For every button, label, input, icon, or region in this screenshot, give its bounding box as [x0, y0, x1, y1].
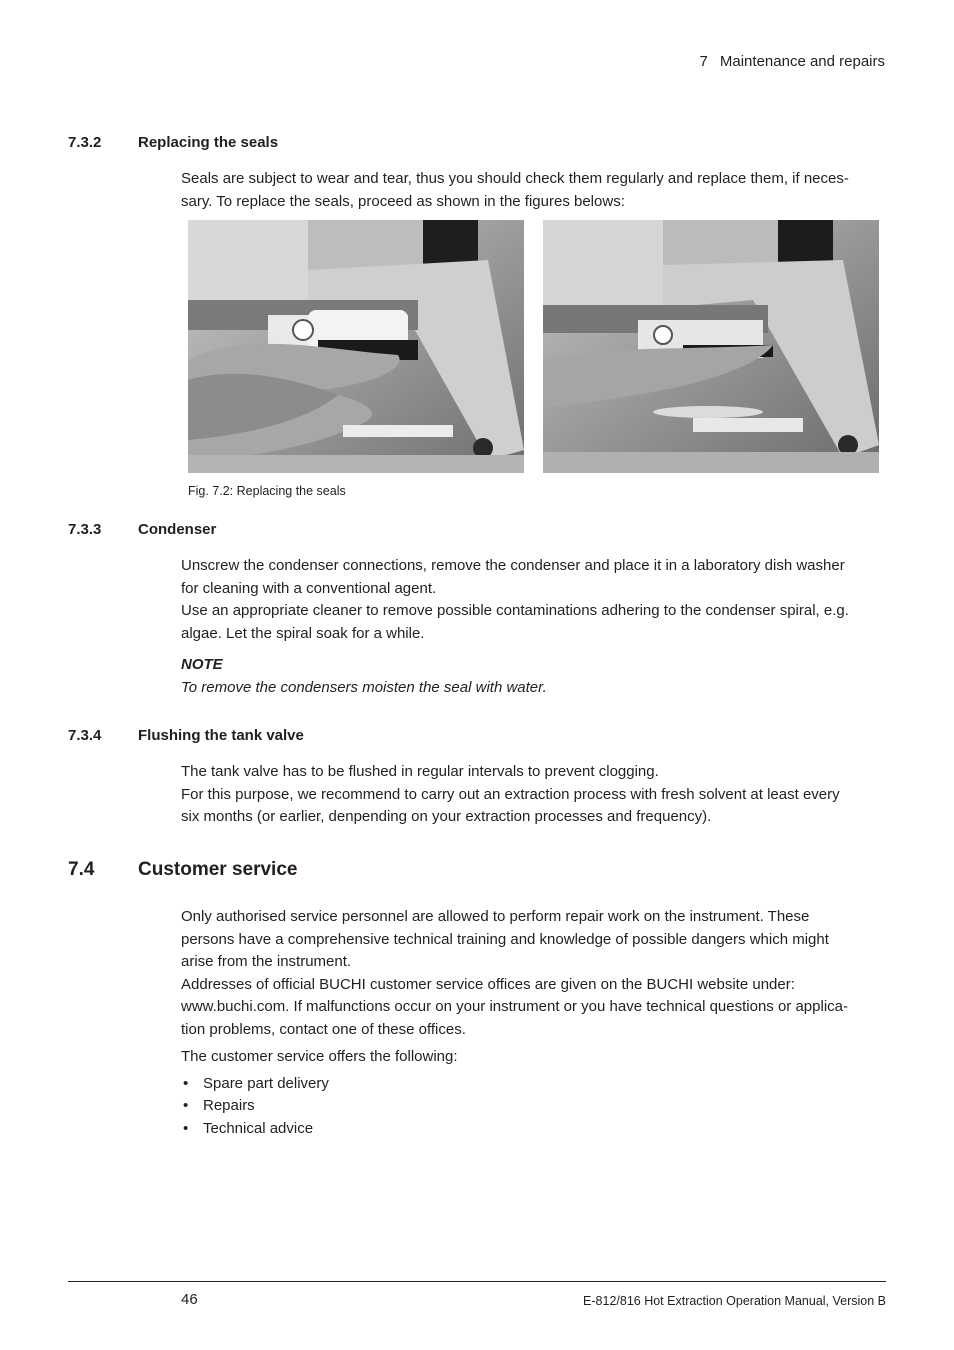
text-line: persons have a comprehensive technical training and knowledge of possible dangers which might [181, 930, 829, 948]
note-title: NOTE [181, 656, 223, 673]
heading-title: Flushing the tank valve [138, 727, 304, 744]
note-block [181, 654, 881, 699]
paragraph-condenser [181, 555, 881, 645]
heading-number: 7.3.3 [68, 521, 102, 538]
text-line: for cleaning with a conventional agent. [181, 579, 437, 597]
photo-seal-removal-2 [543, 220, 879, 473]
text-line: arise from the instrument. [181, 953, 352, 970]
list-item: • Spare part delivery [181, 1073, 881, 1095]
heading-7-3-3 [68, 521, 216, 538]
list-item: • Technical advice [181, 1118, 881, 1140]
text-line: six months (or earlier, denpending on your extraction processes and frequency). [181, 808, 712, 825]
text-line: Only authorised service personnel are allowed to perform repair work on the instrument. These [181, 908, 810, 925]
heading-7-3-2 [68, 134, 278, 151]
text-line: Seals are subject to wear and tear, thus you should check them regularly and replace them, if neces- [181, 170, 849, 187]
paragraph-seals [181, 168, 881, 213]
heading-title: Customer service [138, 859, 298, 880]
photo-seal-removal-1 [188, 220, 524, 473]
text-line: The tank valve has to be flushed in regular intervals to prevent clogging. [181, 763, 659, 780]
running-header [700, 53, 885, 70]
heading-number: 7.3.4 [68, 727, 102, 744]
text-line: Unscrew the condenser connections, remove the condenser and place it in a laboratory dish washer [181, 557, 845, 574]
text-line: www.buchi.com. If malfunctions occur on your instrument or you have technical questions or applica- [181, 998, 848, 1015]
figure-caption: Fig. 7.2: Replacing the seals [188, 484, 346, 498]
offers-list [181, 1073, 881, 1140]
chapter-number: 7 [699, 53, 708, 70]
text-line: Addresses of official BUCHI customer service offices are given on the BUCHI website under: [181, 975, 795, 993]
text-line: For this purpose, we recommend to carry out an extraction process with fresh solvent at least every [181, 785, 840, 803]
text-line: tion problems, contact one of these offices. [181, 1020, 466, 1038]
text-line: algae. Let the spiral soak for a while. [181, 624, 425, 642]
offers-intro: The customer service offers the following: [181, 1048, 458, 1065]
list-item: • Repairs [181, 1095, 881, 1117]
heading-7-3-4 [68, 727, 304, 744]
footer-rule [68, 1281, 886, 1282]
heading-number: 7.4 [68, 859, 95, 880]
heading-title: Condenser [138, 521, 217, 538]
heading-number: 7.3.2 [68, 134, 102, 151]
heading-title: Replacing the seals [138, 134, 279, 151]
footer-manual-title: E-812/816 Hot Extraction Operation Manual, Version B [583, 1294, 886, 1308]
paragraph-customer-service [181, 906, 881, 1041]
paragraph-tank-valve [181, 761, 881, 829]
chapter-title: Maintenance and repairs [719, 53, 885, 70]
note-text: To remove the condensers moisten the seal with water. [181, 678, 547, 696]
text-line: Use an appropriate cleaner to remove possible contaminations adhering to the condenser spiral, e.g. [181, 602, 849, 619]
page-number: 46 [181, 1291, 198, 1308]
heading-7-4 [68, 859, 297, 881]
text-line: sary. To replace the seals, proceed as shown in the figures belows: [181, 192, 625, 210]
